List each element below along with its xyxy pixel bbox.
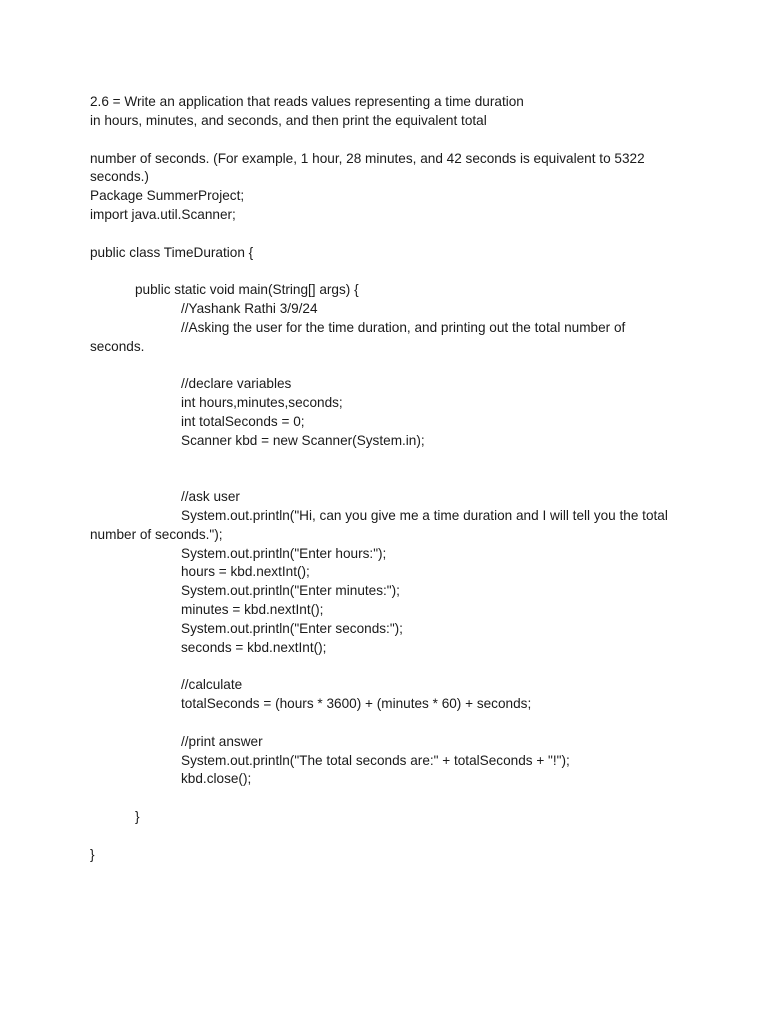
text-line: int hours,minutes,seconds;: [181, 395, 343, 410]
text-line: //Yashank Rathi 3/9/24: [181, 301, 318, 316]
text-line: hours = kbd.nextInt();: [181, 564, 310, 579]
text-line: Package SummerProject;: [90, 188, 245, 203]
text-line: int totalSeconds = 0;: [181, 414, 305, 429]
text-line: //calculate: [181, 677, 243, 692]
text-line: seconds.): [90, 169, 149, 184]
text-line: //print answer: [181, 734, 263, 749]
text-line: seconds.: [90, 339, 145, 354]
text-line: }: [135, 809, 140, 824]
text-line: number of seconds.");: [90, 527, 223, 542]
text-line: //Asking the user for the time duration, and printing out the total number of: [181, 320, 626, 335]
text-line: 2.6 = Write an application that reads values representing a time duration: [90, 94, 524, 109]
text-line: System.out.println("Enter hours:");: [181, 546, 387, 561]
text-line: System.out.println("The total seconds are:" + totalSeconds + "!");: [181, 753, 570, 768]
text-line: in hours, minutes, and seconds, and then print the equivalent total: [90, 113, 487, 128]
text-line: //declare variables: [181, 376, 292, 391]
text-line: System.out.println("Enter seconds:");: [181, 621, 403, 636]
text-line: seconds = kbd.nextInt();: [181, 640, 327, 655]
text-line: public class TimeDuration {: [90, 245, 254, 260]
text-line: public static void main(String[] args) {: [135, 282, 359, 297]
text-line: number of seconds. (For example, 1 hour, 28 minutes, and 42 seconds is equivalent to 5322: [90, 151, 645, 166]
text-line: totalSeconds = (hours * 3600) + (minutes * 60) + seconds;: [181, 696, 532, 711]
text-line: System.out.println("Enter minutes:");: [181, 583, 400, 598]
text-line: }: [90, 847, 95, 862]
text-line: System.out.println("Hi, can you give me a time duration and I will tell you the total: [181, 508, 668, 523]
text-line: //ask user: [181, 489, 240, 504]
text-line: kbd.close();: [181, 771, 252, 786]
text-line: minutes = kbd.nextInt();: [181, 602, 324, 617]
text-line: Scanner kbd = new Scanner(System.in);: [181, 433, 425, 448]
text-line: import java.util.Scanner;: [90, 207, 236, 222]
